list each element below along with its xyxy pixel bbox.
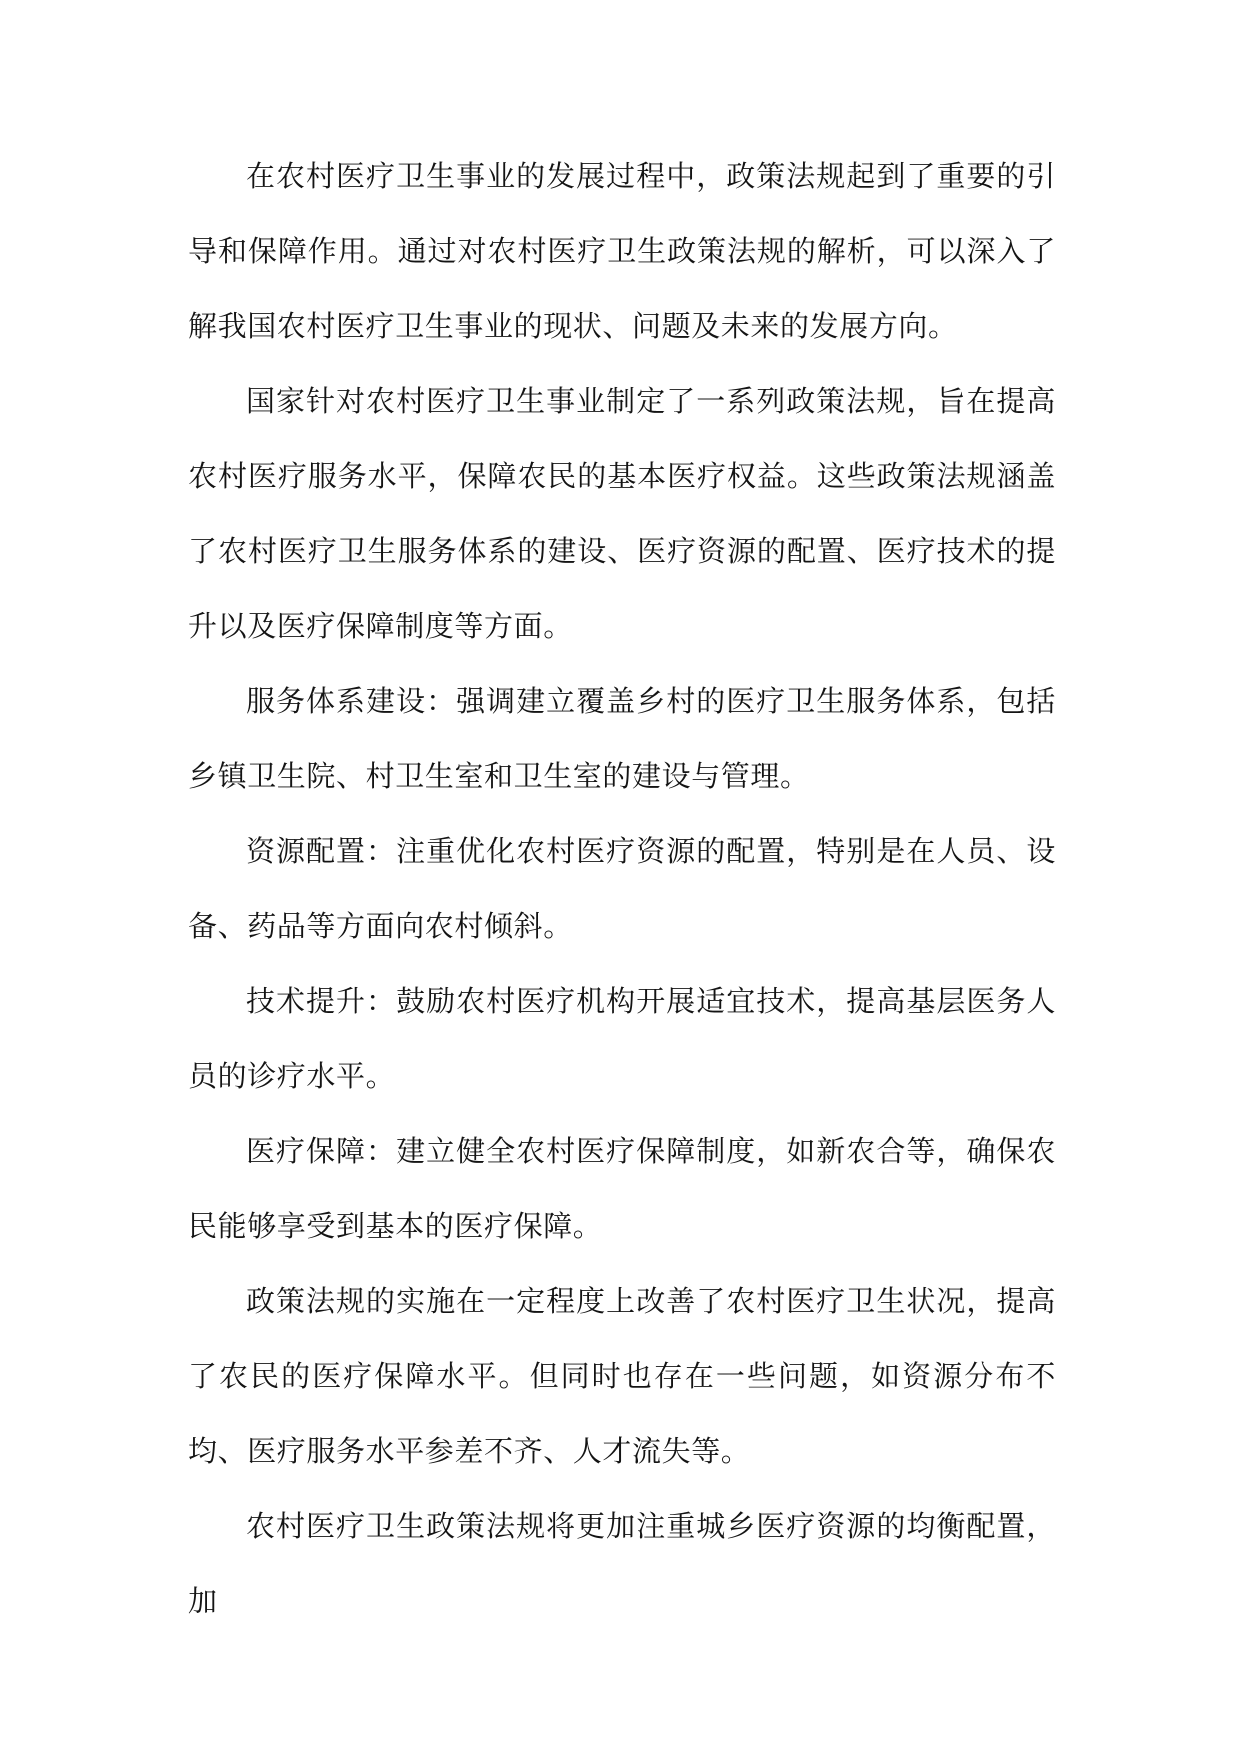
paragraph-technology: 技术提升：鼓励农村医疗机构开展适宜技术，提高基层医务人员的诊疗水平。 xyxy=(188,984,1056,1093)
paragraph-policy-overview: 国家针对农村医疗卫生事业制定了一系列政策法规，旨在提高农村医疗服务水平，保障农民的基本医疗权益。这些政策法规涵盖了农村医疗卫生服务体系的建设、医疗资源的配置、医疗技术的提升以及医疗保障制度等方面。 xyxy=(188,384,1056,643)
paragraph-service-system: 服务体系建设：强调建立覆盖乡村的医疗卫生服务体系，包括乡镇卫生院、村卫生室和卫生室的建设与管理。 xyxy=(188,684,1056,793)
paragraph-resource-allocation: 资源配置：注重优化农村医疗资源的配置，特别是在人员、设备、药品等方面向农村倾斜。 xyxy=(188,834,1056,943)
paragraph-future: 农村医疗卫生政策法规将更加注重城乡医疗资源的均衡配置，加 xyxy=(188,1509,1056,1618)
paragraph-implementation: 政策法规的实施在一定程度上改善了农村医疗卫生状况，提高了农民的医疗保障水平。但同时也存在一些问题，如资源分布不均、医疗服务水平参差不齐、人才流失等。 xyxy=(188,1284,1056,1468)
paragraph-intro: 在农村医疗卫生事业的发展过程中，政策法规起到了重要的引导和保障作用。通过对农村医疗卫生政策法规的解析，可以深入了解我国农村医疗卫生事业的现状、问题及未来的发展方向。 xyxy=(188,159,1056,343)
document-body xyxy=(188,139,1056,1639)
paragraph-medical-security: 医疗保障：建立健全农村医疗保障制度，如新农合等，确保农民能够享受到基本的医疗保障。 xyxy=(188,1134,1056,1243)
